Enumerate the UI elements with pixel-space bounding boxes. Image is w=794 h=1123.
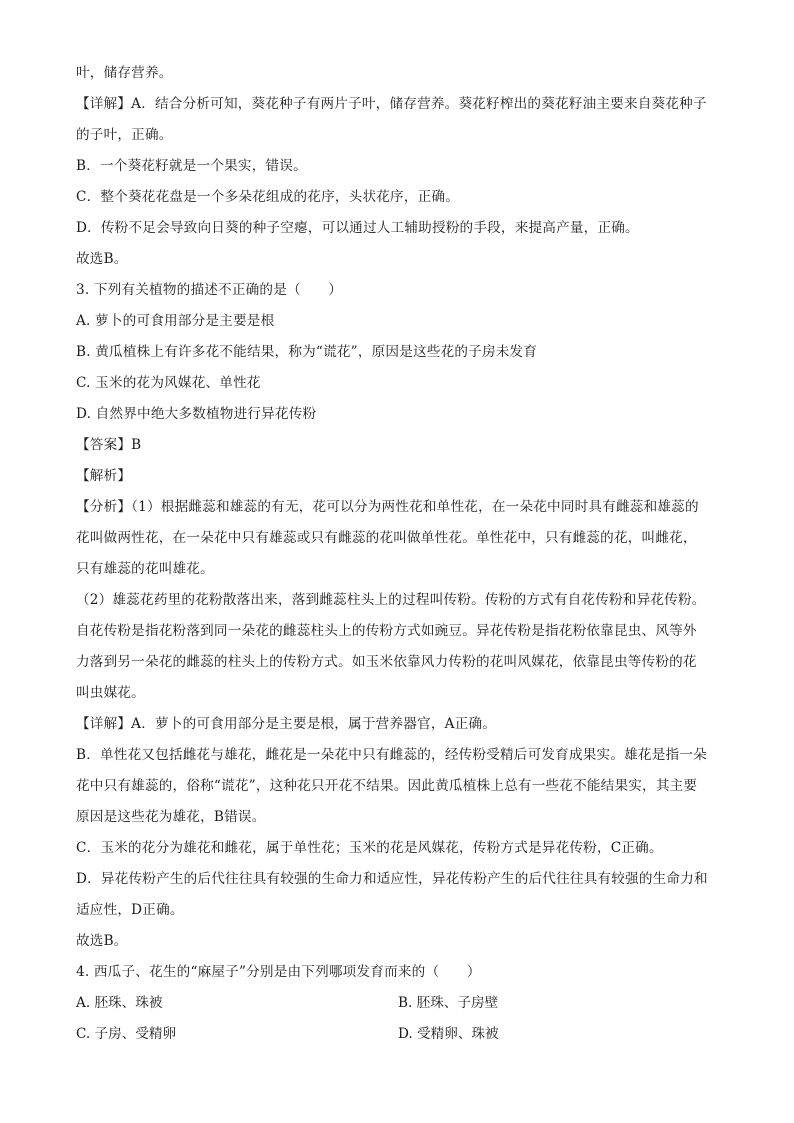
text-line: 只有雄蕊的花叫雄花。 bbox=[76, 561, 214, 577]
text-line: 花中只有雄蕊的，俗称“谎花”，这种花只开花不结果。因此黄瓜植株上总有一些花不能结果实，其主要 bbox=[76, 778, 698, 794]
question-4-option-c: C. 子房、受精卵 bbox=[76, 1026, 177, 1042]
text-line: 【详解】A．结合分析可知，葵花种子有两片子叶，储存营养。葵花籽榨出的葵花籽油主要来自葵花种子 bbox=[76, 96, 707, 112]
question-3-option-c: C. 玉米的花为风媒花、单性花 bbox=[76, 375, 261, 391]
question-3-option-a: A. 萝卜的可食用部分是主要是根 bbox=[76, 313, 275, 329]
question-4-option-b: B. 胚珠、子房壁 bbox=[398, 995, 499, 1011]
answer-line: 【答案】B bbox=[76, 437, 142, 453]
text-line: 故选B。 bbox=[76, 933, 128, 949]
analysis-heading: 【解析】 bbox=[76, 468, 132, 484]
text-line: 【分析】（1）根据雌蕊和雄蕊的有无，花可以分为两性花和单性花，在一朵花中同时具有雌蕊和雄蕊的 bbox=[76, 499, 699, 515]
text-line: 自花传粉是指花粉落到同一朵花的雌蕊柱头上的传粉方式如豌豆。异花传粉是指花粉依靠昆虫、风等外 bbox=[76, 623, 697, 639]
text-line: D．传粉不足会导致向日葵的种子空瘪，可以通过人工辅助授粉的手段，来提高产量，正确。 bbox=[76, 220, 639, 236]
text-line: 适应性，D正确。 bbox=[76, 902, 184, 918]
text-line: 【详解】A．萝卜的可食用部分是主要是根，属于营养器官，A正确。 bbox=[76, 716, 497, 732]
text-line: C．玉米的花分为雄花和雌花，属于单性花；玉米的花是风媒花，传粉方式是异花传粉，C正确。 bbox=[76, 840, 663, 856]
text-line: C．整个葵花花盘是一个多朵花组成的花序，头状花序，正确。 bbox=[76, 189, 460, 205]
text-line: D．异花传粉产生的后代往往具有较强的生命力和适应性，异花传粉产生的后代往往具有较强的生命力和 bbox=[76, 871, 708, 887]
question-3-stem: 3. 下列有关植物的描述不正确的是（ ） bbox=[76, 282, 343, 298]
question-3-option-d: D. 自然界中绝大多数植物进行异花传粉 bbox=[76, 406, 317, 422]
text-line: 的子叶，正确。 bbox=[76, 127, 173, 143]
question-4-options-row-2 bbox=[76, 1019, 720, 1050]
question-4-stem: 4. 西瓜子、花生的“麻屋子”分别是由下列哪项发育而来的（ ） bbox=[76, 964, 481, 980]
document-page bbox=[76, 58, 720, 1050]
text-line: 叶，储存营养。 bbox=[76, 65, 173, 81]
question-4-options-row-1 bbox=[76, 988, 720, 1019]
text-line: B．一个葵花籽就是一个果实，错误。 bbox=[76, 158, 307, 174]
text-line: 故选B。 bbox=[76, 251, 128, 267]
text-line: B．单性花又包括雌花与雄花，雌花是一朵花中只有雌蕊的，经传粉受精后可发育成果实。雄花是指一朵 bbox=[76, 747, 707, 763]
question-3-option-b: B. 黄瓜植株上有许多花不能结果，称为“谎花”，原因是这些花的子房未发育 bbox=[76, 344, 538, 360]
text-line: 叫虫媒花。 bbox=[76, 685, 145, 701]
text-line: 原因是这些花为雄花，B错误。 bbox=[76, 809, 266, 825]
question-4-option-a: A. 胚珠、珠被 bbox=[76, 995, 163, 1011]
question-4-option-d: D. 受精卵、珠被 bbox=[398, 1026, 499, 1042]
text-line: （2）雄蕊花药里的花粉散落出来，落到雌蕊柱头上的过程叫传粉。传粉的方式有自花传粉和异花传粉。 bbox=[76, 592, 706, 608]
text-line: 力落到另一朵花的雌蕊的柱头上的传粉方式。如玉米依靠风力传粉的花叫风媒花，依靠昆虫等传粉的花 bbox=[76, 654, 697, 670]
text-line: 花叫做两性花，在一朵花中只有雄蕊或只有雌蕊的花叫做单性花。单性花中，只有雌蕊的花，叫雌花， bbox=[76, 530, 697, 546]
